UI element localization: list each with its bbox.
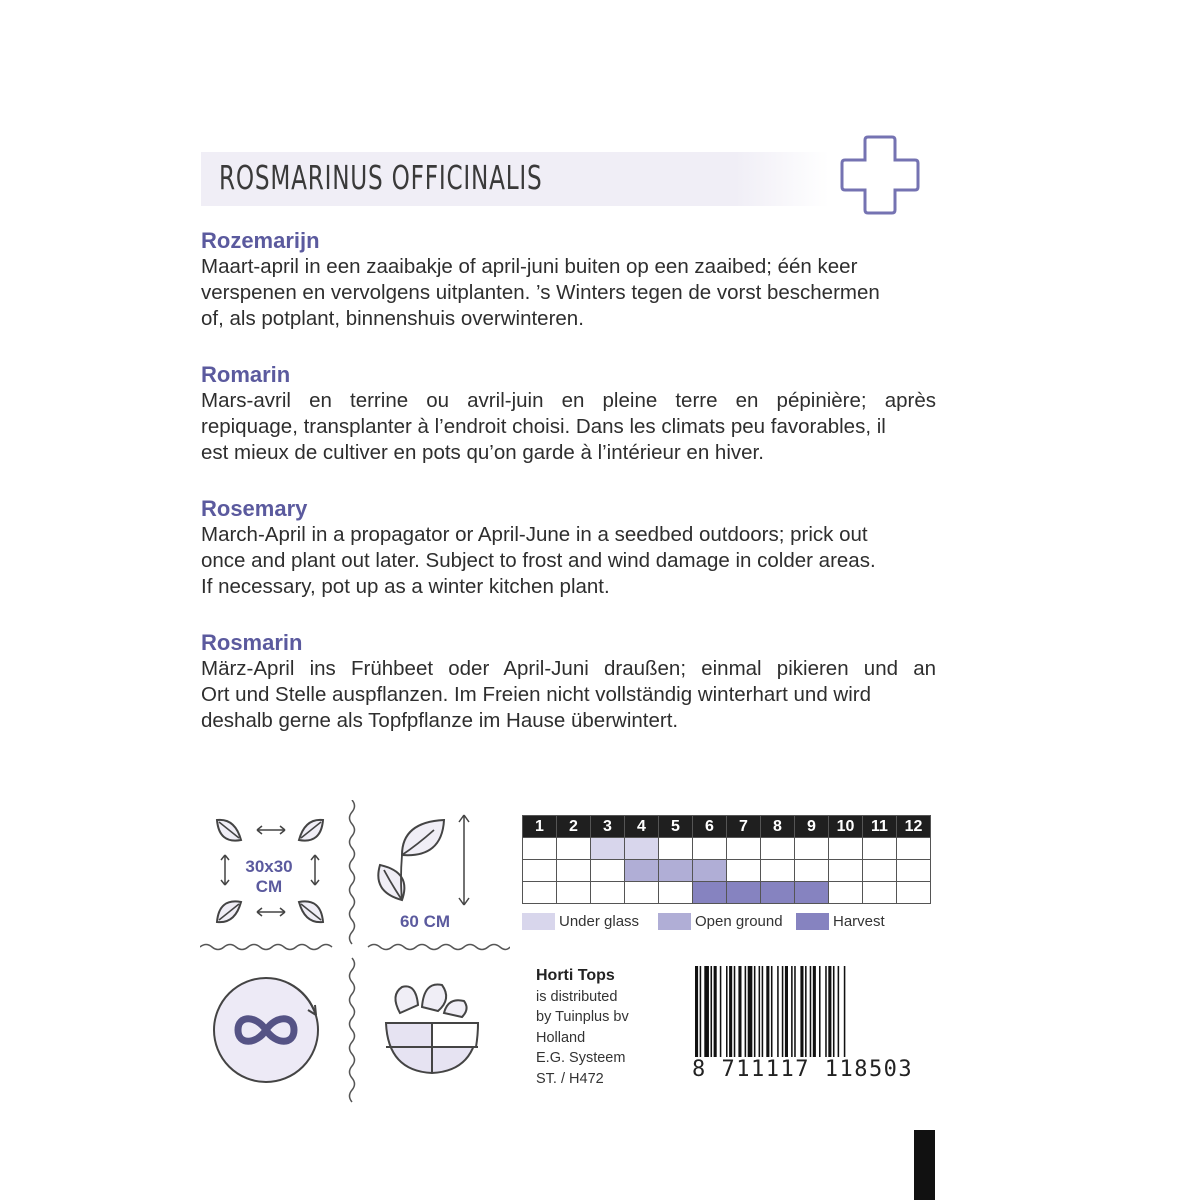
calendar-cell	[727, 838, 761, 860]
month-label: 4	[625, 816, 659, 838]
height-label: 60 CM	[399, 912, 451, 931]
calendar-cell	[625, 882, 659, 904]
spacing-label	[234, 857, 304, 897]
barcode-bar	[734, 966, 736, 1071]
calendar-row-harvest	[523, 882, 931, 904]
calendar-cell	[557, 882, 591, 904]
distributor-line: E.G. Systeem	[536, 1050, 626, 1066]
calendar-cell	[795, 860, 829, 882]
month-label: 3	[591, 816, 625, 838]
distributor-info	[536, 966, 629, 1089]
section-text-line: repiquage, transplanter à l’endroit choisi. Dans les climats peu favorables, il	[201, 415, 886, 438]
barcode-bar	[838, 966, 840, 1071]
barcode-bar	[771, 966, 773, 1071]
barcode-bar	[729, 966, 732, 1071]
barcode-bar	[785, 966, 788, 1071]
section-heading: Romarin	[201, 362, 291, 387]
calendar-cell	[591, 838, 625, 860]
spacing-value: 30x30	[245, 857, 293, 876]
section-text-line: Mars-avril en terrine ou avril-juin en pleine terre en pépinière; après	[201, 389, 936, 412]
section-heading: Rosmarin	[201, 630, 303, 655]
calendar-cell	[557, 838, 591, 860]
barcode-bar	[714, 966, 717, 1071]
calendar-cell	[727, 882, 761, 904]
section-text-line: Ort und Stelle auspflanzen. Im Freien nicht vollständig winterhart und wird	[201, 683, 872, 706]
calendar-cell	[693, 838, 727, 860]
calendar-cell	[897, 860, 931, 882]
section-english	[201, 496, 936, 600]
calendar-cell	[897, 882, 931, 904]
section-text-line: March-April in a propagator or April-June in a seedbed outdoors; prick out	[201, 523, 868, 546]
barcode-bar	[777, 966, 779, 1071]
barcode-bar	[759, 966, 761, 1071]
calendar-cell	[659, 838, 693, 860]
calendar-cell	[625, 860, 659, 882]
legend-label: Harvest	[833, 913, 885, 930]
sowing-calendar	[522, 815, 931, 904]
legend-swatch	[522, 913, 555, 930]
barcode-bar	[794, 966, 796, 1071]
calendar-row-under-glass	[523, 838, 931, 860]
distributor-line: Holland	[536, 1029, 586, 1046]
calendar-cell	[761, 838, 795, 860]
section-text-line: est mieux de cultiver en pots qu’on garde à l’intérieur en hiver.	[201, 441, 764, 464]
leaf-height-icon	[372, 810, 487, 910]
barcode-bar	[825, 966, 827, 1071]
print-mark	[914, 1130, 935, 1200]
month-label: 7	[727, 816, 761, 838]
barcode-bar	[800, 966, 803, 1071]
calendar-cell	[829, 882, 863, 904]
section-german	[201, 630, 936, 734]
calendar-row-open-ground	[523, 860, 931, 882]
section-heading: Rozemarijn	[201, 228, 320, 253]
calendar-cell	[659, 882, 693, 904]
calendar-cell	[863, 860, 897, 882]
month-label: 9	[795, 816, 829, 838]
section-text-line: deshalb gerne als Topfpflanze im Hause überwintert.	[201, 709, 679, 732]
section-text-line: Maart-april in een zaaibakje of april-juni buiten op een zaaibed; één keer	[201, 255, 858, 278]
calendar-cell	[523, 860, 557, 882]
calendar-cell	[863, 882, 897, 904]
calendar-cell	[795, 882, 829, 904]
distributor-line: by Tuinplus bv	[536, 1009, 629, 1025]
wavy-divider-horizontal	[200, 940, 510, 954]
calendar-cell	[523, 882, 557, 904]
page-title: ROSMARINUS OFFICINALIS	[219, 158, 543, 197]
barcode-bar	[782, 966, 784, 1071]
section-french	[201, 362, 936, 466]
title-banner	[201, 152, 829, 206]
calendar-month-row	[523, 816, 931, 838]
plus-cross-icon	[840, 135, 920, 215]
section-text-line: once and plant out later. Subject to frost and wind damage in colder areas.	[201, 549, 876, 572]
legend-harvest	[796, 913, 885, 930]
barcode-digits: 8 711117 118503	[692, 1057, 914, 1082]
calendar-cell	[625, 838, 659, 860]
barcode-bar	[813, 966, 816, 1071]
barcode-bar	[720, 966, 722, 1071]
legend-label: Open ground	[695, 913, 783, 930]
barcode-bar	[748, 966, 753, 1071]
month-label: 12	[897, 816, 931, 838]
section-text-line: März-April ins Frühbeet oder April-Juni draußen; einmal pikieren und an	[201, 657, 936, 680]
section-heading: Rosemary	[201, 496, 308, 521]
calendar-cell	[693, 860, 727, 882]
legend-under-glass	[522, 913, 639, 930]
distributor-line: ST. / H472	[536, 1070, 604, 1087]
month-label: 5	[659, 816, 693, 838]
legend-open-ground	[658, 913, 783, 930]
barcode-bar	[833, 966, 835, 1071]
calendar-cell	[727, 860, 761, 882]
calendar-cell	[659, 860, 693, 882]
calendar-cell	[523, 838, 557, 860]
barcode-bar	[791, 966, 793, 1071]
brand-name: Horti Tops	[536, 967, 615, 984]
calendar-cell	[591, 860, 625, 882]
calendar-cell	[829, 838, 863, 860]
section-text-line: of, als potplant, binnenshuis overwinteren.	[201, 307, 584, 330]
barcode-bar	[711, 966, 713, 1071]
barcode-bar	[766, 966, 769, 1071]
calendar-cell	[829, 860, 863, 882]
barcode-bar	[754, 966, 756, 1071]
calendar-cell	[795, 838, 829, 860]
barcode-bar	[828, 966, 831, 1071]
barcode-bar	[819, 966, 821, 1071]
month-label: 2	[557, 816, 591, 838]
barcode-bar	[726, 966, 728, 1071]
section-dutch	[201, 228, 936, 332]
barcode-bar	[762, 966, 764, 1071]
month-label: 11	[863, 816, 897, 838]
section-text-line: verspenen en vervolgens uitplanten. ’s Winters tegen de vorst beschermen	[201, 281, 880, 304]
barcode-bar	[805, 966, 807, 1071]
calendar-cell	[897, 838, 931, 860]
barcode-bar	[844, 966, 846, 1071]
barcode-bar	[704, 966, 709, 1071]
vegetable-bowl-icon	[382, 975, 482, 1085]
infinity-cycle-icon	[208, 975, 328, 1085]
calendar-cell	[761, 860, 795, 882]
barcode-bar	[738, 966, 741, 1071]
calendar-cell	[863, 838, 897, 860]
section-text-line: If necessary, pot up as a winter kitchen plant.	[201, 575, 610, 598]
spacing-unit: CM	[255, 877, 283, 896]
barcode-bar	[695, 966, 698, 1071]
month-label: 1	[523, 816, 557, 838]
calendar-cell	[591, 882, 625, 904]
calendar-cell	[557, 860, 591, 882]
month-label: 10	[829, 816, 863, 838]
legend-swatch	[658, 913, 691, 930]
calendar-cell	[761, 882, 795, 904]
legend-swatch	[796, 913, 829, 930]
barcode-bar	[745, 966, 747, 1071]
month-label: 8	[761, 816, 795, 838]
month-label: 6	[693, 816, 727, 838]
barcode-bar	[700, 966, 702, 1071]
calendar-cell	[693, 882, 727, 904]
barcode-bar	[810, 966, 812, 1071]
distributor-line: is distributed	[536, 988, 618, 1005]
legend-label: Under glass	[559, 913, 640, 930]
